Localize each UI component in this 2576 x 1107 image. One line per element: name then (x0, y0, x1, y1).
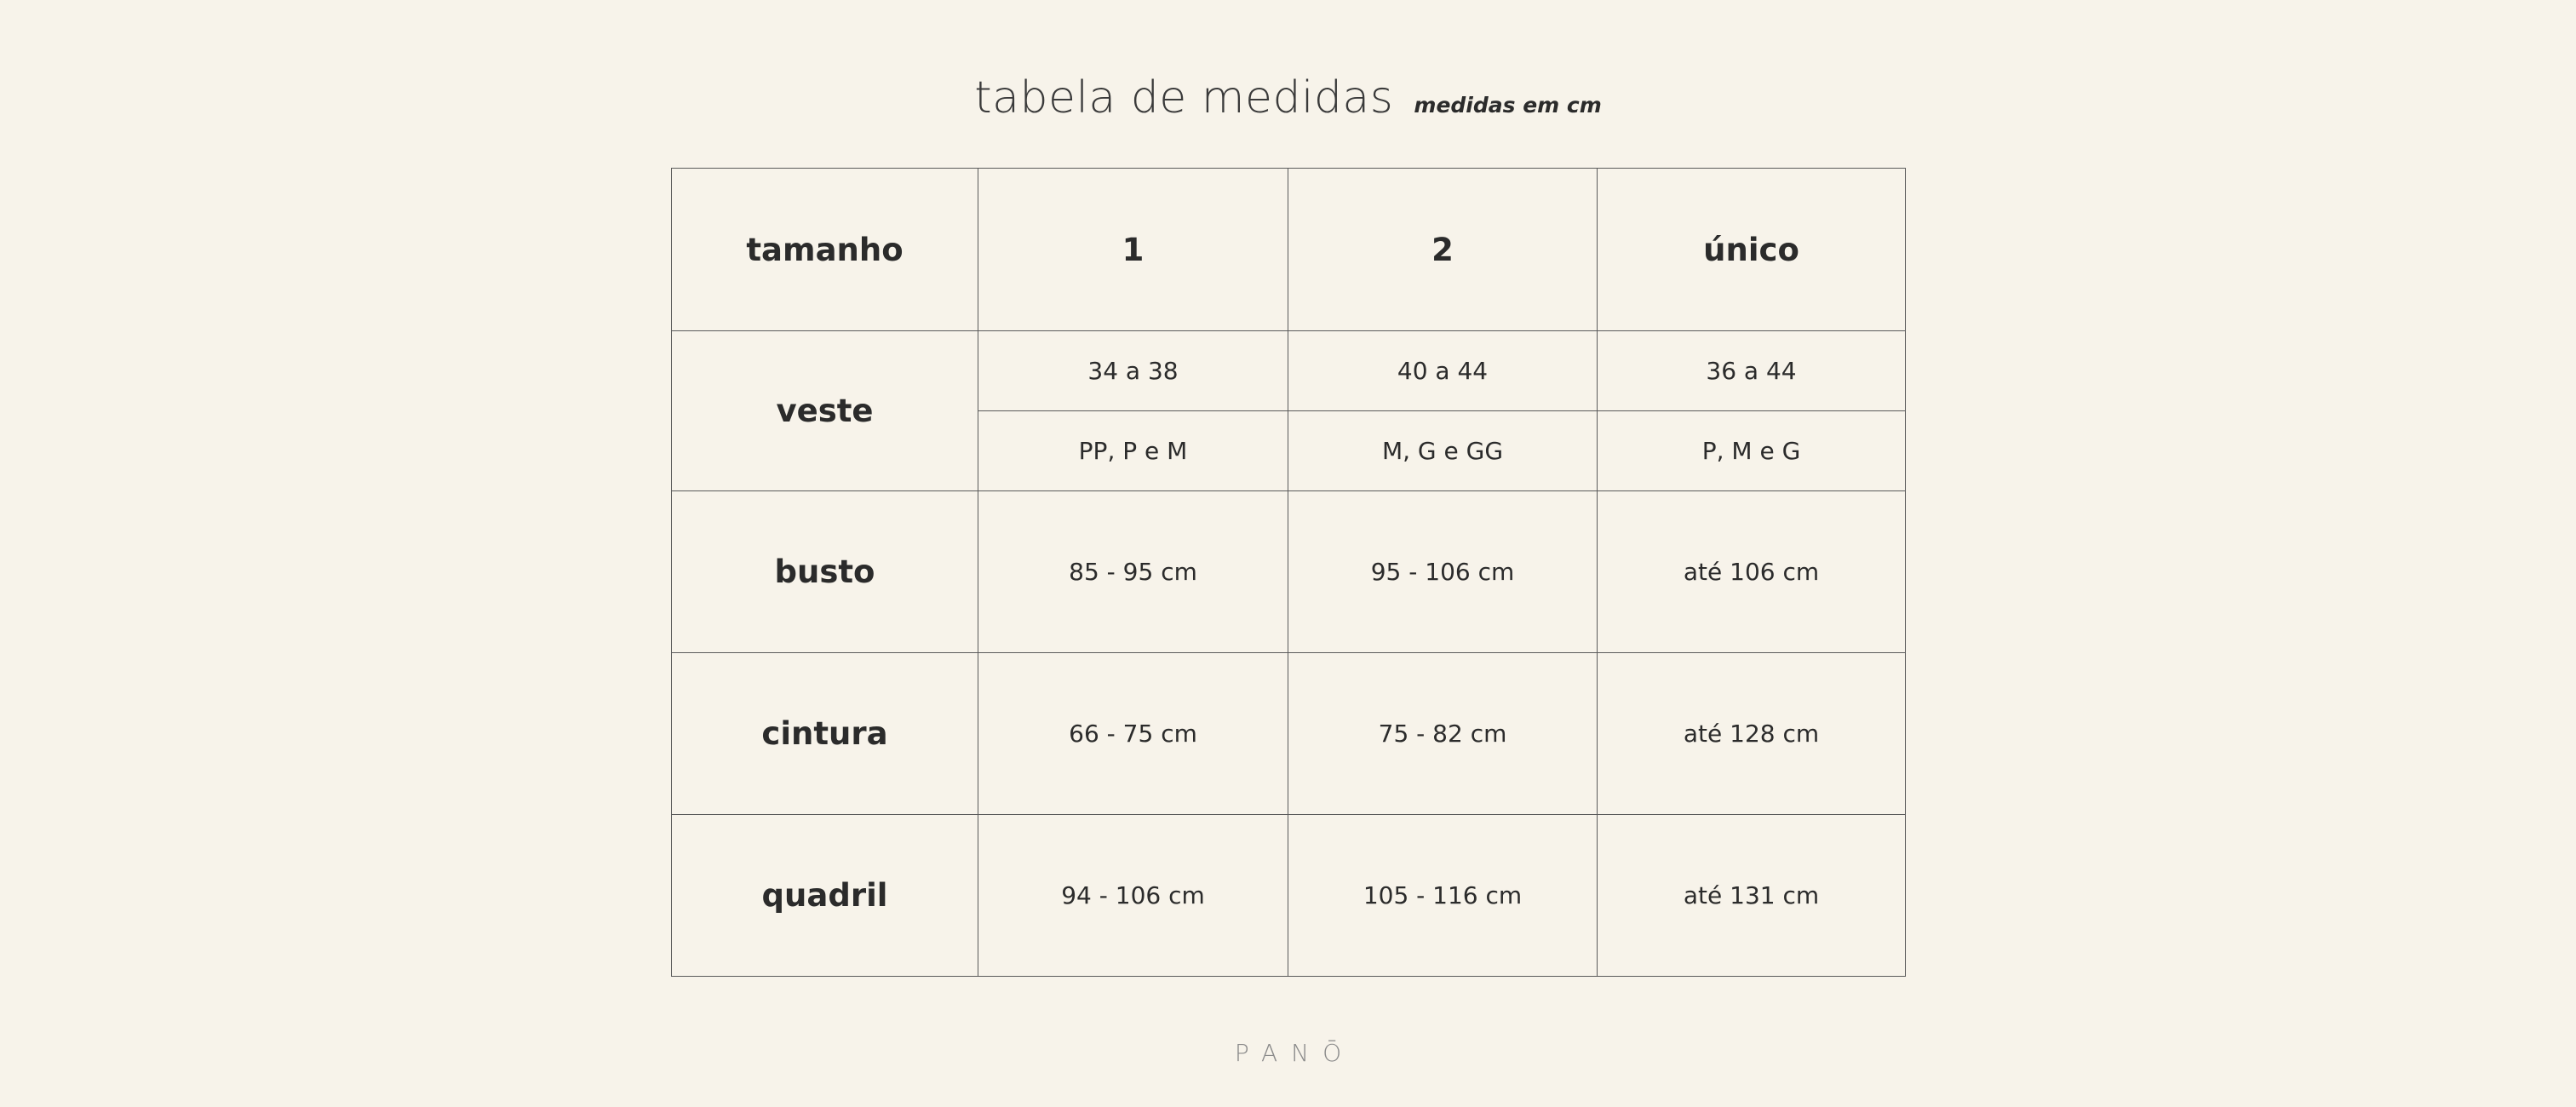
header-size-1: 1 (978, 169, 1288, 331)
table-row-busto (672, 491, 1906, 653)
veste-numbers-size-unico: 36 a 44 (1598, 331, 1906, 411)
header-label-tamanho: tamanho (672, 169, 978, 331)
row-label-cintura: cintura (672, 653, 978, 815)
veste-letters-size-2: M, G e GG (1288, 411, 1598, 491)
cintura-size-2: 75 - 82 cm (1288, 653, 1598, 815)
header-size-2: 2 (1288, 169, 1598, 331)
brand-logo: PANŌ (1234, 1039, 1356, 1067)
size-table (671, 168, 1906, 977)
table-row-veste-numbers (672, 331, 1906, 411)
page-title: tabela de medidas (974, 72, 1394, 123)
veste-letters-size-unico: P, M e G (1598, 411, 1906, 491)
quadril-size-2: 105 - 116 cm (1288, 815, 1598, 977)
veste-letters-size-1: PP, P e M (978, 411, 1288, 491)
busto-size-2: 95 - 106 cm (1288, 491, 1598, 653)
cintura-size-unico: até 128 cm (1598, 653, 1906, 815)
page-subtitle: medidas em cm (1414, 93, 1602, 118)
table-row-quadril (672, 815, 1906, 977)
page-header (0, 72, 2576, 123)
row-label-quadril: quadril (672, 815, 978, 977)
veste-numbers-size-2: 40 a 44 (1288, 331, 1598, 411)
busto-size-1: 85 - 95 cm (978, 491, 1288, 653)
table-header-row (672, 169, 1906, 331)
busto-size-unico: até 106 cm (1598, 491, 1906, 653)
cintura-size-1: 66 - 75 cm (978, 653, 1288, 815)
veste-numbers-size-1: 34 a 38 (978, 331, 1288, 411)
row-label-veste: veste (672, 331, 978, 491)
quadril-size-1: 94 - 106 cm (978, 815, 1288, 977)
header-size-unico: único (1598, 169, 1906, 331)
table-row-cintura (672, 653, 1906, 815)
row-label-busto: busto (672, 491, 978, 653)
quadril-size-unico: até 131 cm (1598, 815, 1906, 977)
